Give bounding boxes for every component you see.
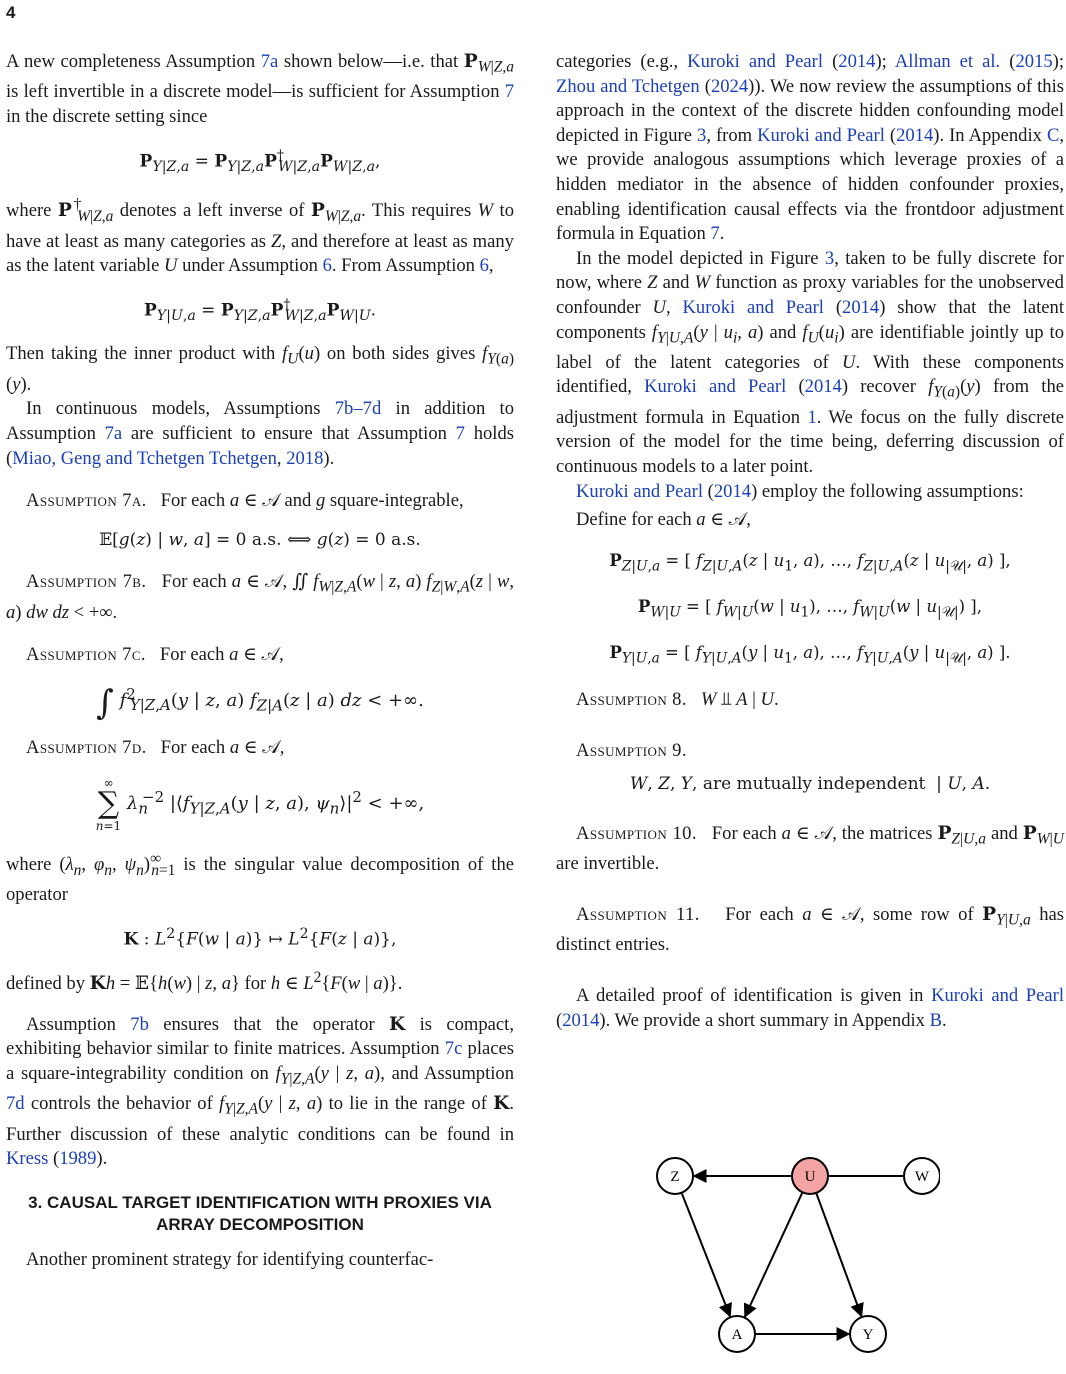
paragraph: where $P^\dagger_{W|Z,a}$ denotes a left inverse of $P_{W|Z,a}$. This requires W to have at least as many categories as Z, and therefore at least as many as the latent variable U under Assumption 6. From Assumption 6, [6, 196, 515, 277]
citation-link[interactable]: 2014 [842, 296, 880, 318]
assumption-label: Assumption 8. [576, 689, 687, 711]
assumption-11: Assumption 11. For each a ∈ 𝒜, some row of $P_{Y|U,a}$ has distinct entries. [556, 904, 1065, 956]
equation: ∞ ∑ n=1 $\lambda_n^{-2}$ $|⟨f_{Y|Z,A}(y$ | z, a), $\psi_n⟩|^2$ < +∞, [95, 775, 425, 833]
citation-link[interactable]: 2014 [562, 1009, 600, 1031]
assumption-label: Assumption 7a. [26, 490, 147, 512]
assumption-label: Assumption 11. [576, 904, 700, 926]
dag-node-label: U [804, 1169, 816, 1185]
paragraph: Kuroki and Pearl (2014) employ the following assumptions: [576, 480, 1024, 502]
dag-edge-z-a [682, 1193, 730, 1317]
ref-link[interactable]: 3 [697, 124, 707, 146]
paragraph: In the model depicted in Figure 3, taken to be fully discrete for now, where Z and W function as proxy variables for the unobserved confounder U, Kuroki and Pearl (2014) show that the latent components $f_{Y|U,A}(y$ | $u_i$, a) and $f_U(u_i)$ are identifiable jointly up to label of the latent categories of U. With these components identified, Kuroki and Pearl (2014) recover $f_{Y(a)}(y)$ from the adjustment formula in Equation 1. We focus on the fully discrete version of the model for the time being, deferring discussion of continuous models to a later point. [556, 247, 1065, 477]
citation-link[interactable]: 1989 [59, 1148, 97, 1170]
citation-link[interactable]: Allman et al. [894, 51, 1001, 72]
ref-link[interactable]: 7a [104, 422, 123, 444]
left-column [6, 50, 514, 1272]
paragraph: Assumption 7b ensures that the operator K is compact, exhibiting behavior similar to finite matrices. Assumption 7c places a square-integrability condition on $f_{Y|Z,A}(y$ | z, a), and Assumption 7d controls the behavior of $f_{Y|Z,A}(y$ | z, a) to lie in the range of K. Further discussion of these analytic conditions can be found in Kress (1989). [6, 1013, 515, 1170]
equation-pw: $P_{W|U}$ = [ $f_{W|U}(w$ | $u_1$), …, $f_{W|U}(w$ | $u_{|𝒰|}$) ], [638, 596, 982, 620]
ref-link[interactable]: 3 [824, 247, 835, 269]
citation-link[interactable]: Kuroki and Pearl [644, 376, 787, 398]
citation-link[interactable]: Kuroki and Pearl [931, 984, 1064, 1006]
assumption-10: Assumption 10. For each a ∈ 𝒜, the matrices $P_{Z|U,a}$ and $P_{W|U}$ are invertible. [556, 823, 1064, 875]
paragraph: Another prominent strategy for identifying counterfac- [26, 1248, 434, 1270]
assumption-label: Assumption 10. [576, 823, 697, 845]
citation-link[interactable]: 2014 [713, 480, 752, 502]
equation: $P_{Y|Z,a} = P_{Y|Z,a}P^\dagger_{W|Z,a}P_{W|Z,a}$, [139, 147, 381, 175]
paragraph: A detailed proof of identification is given in Kuroki and Pearl (2014). We provide a short summary in Appendix B. [556, 984, 1064, 1031]
citation-link[interactable]: Kuroki and Pearl [576, 480, 704, 502]
citation-link[interactable]: 2014 [838, 51, 876, 72]
page-number: 4 [6, 3, 16, 22]
citation-link[interactable]: 2018 [286, 447, 324, 469]
citation-link[interactable]: 2015 [1015, 51, 1053, 72]
paragraph: defined by Kh = 𝔼{h(w) | z, a} for h ∈ $L^2\{F(w$ | a)}. [6, 968, 403, 995]
ref-link[interactable]: C [1046, 124, 1060, 146]
ref-link[interactable]: 7b–7d [334, 398, 382, 420]
assumption-label: Assumption 7d. [26, 737, 147, 759]
assumption-8: Assumption 8. W ⫫ A | U. [576, 689, 779, 711]
ref-link[interactable]: 7 [504, 81, 514, 103]
citation-link[interactable]: Kuroki and Pearl [757, 124, 885, 146]
paragraph: Then taking the inner product with $f_U(u)$ on both sides gives $f_{Y(a)}(y)$. [6, 343, 514, 395]
equation-pz: $P_{Z|U,a}$ = [ $f_{Z|U,A}(z$ | $u_1$, a), …, $f_{Z|U,A}(z$ | $u_{|𝒰|}$, a) ], [609, 550, 1011, 575]
citation-link[interactable]: Kress [6, 1148, 49, 1170]
section-heading: 3. CAUSAL TARGET IDENTIFICATION WITH PROXIES VIA ARRAY DECOMPOSITION [28, 1192, 492, 1234]
dag-node-label: A [731, 1327, 743, 1343]
ref-link[interactable]: 7a [260, 51, 279, 72]
assumption-7a: Assumption 7a. For each a ∈ 𝒜 and g square-integrable, [26, 490, 464, 512]
ref-link[interactable]: 6 [479, 255, 489, 277]
assumption-9 [556, 739, 1064, 764]
dag-node-label: Z [670, 1169, 680, 1185]
assumption-7b: Assumption 7b. For each a ∈ 𝒜, ∬ $f_{W|Z,A}(w$ | z, a) $f_{Z|W,A}(z$ | w, a) dw dz < +∞. [6, 571, 514, 623]
assumption-7d: Assumption 7d. For each a ∈ 𝒜, [26, 737, 285, 759]
equation: ∫ $f^2_{Y|Z,A}(y$ | z, a) $f_{Z|A}(z$ | a) dz < +∞. [96, 682, 424, 723]
citation-link[interactable]: 2014 [896, 124, 934, 146]
assumption-label: Assumption 7b. [26, 571, 147, 593]
equation: K : $L^2\{F(w$ | a)} ↦ $L^2\{F(z$ | a)}, [123, 925, 397, 950]
citation-link[interactable]: 2014 [804, 376, 842, 398]
assumption-7c: Assumption 7c. For each a ∈ 𝒜, [26, 644, 284, 666]
citation-link[interactable]: Miao, Geng and Tchetgen Tchetgen [12, 447, 277, 469]
causal-dag-figure [640, 1138, 940, 1368]
paragraph: Define for each a ∈ 𝒜, [576, 509, 751, 531]
dag-edge-u-a [745, 1192, 802, 1316]
ref-link[interactable]: 6 [322, 255, 332, 277]
ref-link[interactable]: 1 [807, 406, 817, 428]
citation-link[interactable]: Zhou and Tchetgen [556, 75, 700, 97]
ref-link[interactable]: 7c [444, 1038, 463, 1060]
dag-node-label: W [914, 1169, 930, 1185]
paragraph: where ($\lambda_n$, $\varphi_n$, $\psi_n)^\infty_{n=1}$ is the singular value decomposition of the operator [6, 849, 515, 906]
assumption-label: Assumption 7c. [26, 644, 146, 666]
ref-link[interactable]: 7 [455, 422, 465, 444]
dag-node-label: Y [862, 1327, 874, 1343]
paragraph: A new completeness Assumption 7a shown below—i.e. that $P_{W|Z,a}$ is left invertible in a discrete model—is sufficient for Assumption 7 in the discrete setting since [6, 51, 515, 127]
assumption-label: Assumption 9. [576, 739, 687, 761]
citation-link[interactable]: Kuroki and Pearl [682, 296, 824, 318]
equation-py: $P_{Y|U,a}$ = [ $f_{Y|U,A}(y$ | $u_1$, a), …, $f_{Y|U,A}(y$ | $u_{|𝒰|}$, a) ]. [609, 642, 1011, 666]
equation: W, Z, Y, are mutually independent | U, A. [629, 773, 991, 794]
right-column [556, 50, 1064, 1033]
equation: 𝔼[g(z) | w, a] = 0 a.s. ⟺ g(z) = 0 a.s. [99, 529, 421, 550]
ref-link[interactable]: B [929, 1009, 943, 1031]
ref-link[interactable]: 7d [6, 1093, 25, 1115]
ref-link[interactable]: 7 [710, 223, 720, 245]
ref-link[interactable]: 7b [130, 1013, 149, 1035]
dag-edge-u-y [816, 1193, 861, 1316]
paragraph: categories (e.g., Kuroki and Pearl (2014); Allman et al. (2015); Zhou and Tchetgen (2024)). We now review the assumptions of this approach in the context of the discrete hidden confounding model depicted in Figure 3, from Kuroki and Pearl (2014). In Appendix C, we provide analogous assumptions which leverage proxies of a hidden mediator in the absence of hidden confounder proxies, enabling identification causal effects via the frontdoor adjustment formula in Equation 7. [556, 51, 1065, 245]
citation-link[interactable]: Kuroki and Pearl [687, 51, 824, 72]
paragraph: In continuous models, Assumptions 7b–7d in addition to Assumption 7a are sufficient to ensure that Assumption 7 holds (Miao, Geng and Tchetgen Tchetgen, 2018). [6, 398, 514, 469]
equation: $P_{Y|U,a} = P_{Y|Z,a}P^\dagger_{W|Z,a}P_{W|U}$. [143, 296, 377, 324]
citation-link[interactable]: 2024 [710, 75, 749, 97]
